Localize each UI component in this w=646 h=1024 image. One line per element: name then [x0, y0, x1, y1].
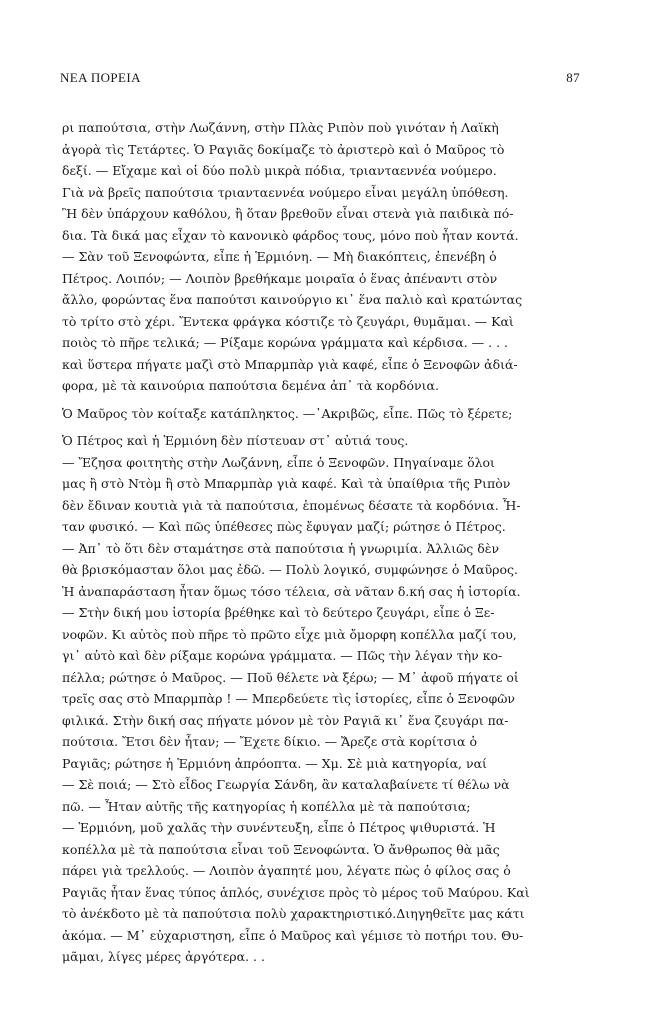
text-line: — Ἑρμιόνη, μοῦ χαλᾶς τὴν συνέντευξη, εἶπε ὁ Πέτρος ψιθυριστά. Ἡ: [62, 820, 496, 835]
text-line: ἄλλο, φορώντας ἕνα παπούτσι καινούργιο κι᾽ ἕνα παλιὸ καὶ κρατώντας: [62, 292, 523, 307]
text-line: καὶ ὕστερα πήγατε μαζὶ στὸ Μπαρμπὰρ γιὰ καφέ, εἶπε ὁ Ξενοφῶν ἀδιά-: [62, 356, 518, 372]
text-line: μᾶμαι, λίγες μέρες ἀργότερα. . .: [62, 949, 265, 964]
text-line: ταν φυσικό. — Καὶ πῶς ὑπέθεσες πὼς ἔφυγαν μαζί; ρώτησε ὁ Πέτρος.: [62, 519, 506, 534]
text-line: Ἢ δὲν ὑπάρχουν καθόλου, ἢ ὅταν βρεθοῦν εἶναι στενὰ γιὰ παιδικὰ πό-: [62, 206, 514, 221]
text-line: — Σὲ ποιά; — Στὸ εἶδος Γεωργία Σάνδη, ἂν καταλαβαίνετε τί θέλω νὰ: [62, 777, 510, 792]
text-line: δια. Τὰ δικά μας εἶχαν τὸ κανονικὸ φάρδος τους, μόνο ποὺ ἦταν κοντά.: [62, 227, 519, 243]
text-line: γι᾽ αὐτὸ καὶ δὲν ρίξαμε κορώνα γράμματα. — Πῶς τὴν λέγαν τὴν κο-: [62, 648, 503, 663]
running-header: [60, 70, 580, 90]
text-line: — Στὴν δική μου ἱστορία βρέθηκε καὶ τὸ δεύτερο ζευγάρι, εἶπε ὁ Ξε-: [62, 605, 495, 620]
text-line: — Σὰν τοῦ Ξενοφώντα, εἶπε ἡ Ἑρμιόνη. — Μὴ διακόπτεις, ἐπενέβη ὁ: [62, 249, 497, 264]
text-line: Ραγιᾶς ἦταν ἕνας τύπος ἁπλός, συνέχισε πρὸς τὸ μέρος τοῦ Μαύρου. Καὶ: [62, 884, 530, 900]
text-line: κοπέλλα μὲ τὰ παπούτσια εἶναι τοῦ Ξενοφώντα. Ὁ ἄνθρωπος θὰ μᾶς: [62, 841, 500, 857]
text-line: ἀκόμα. — Μ᾽ εὐχαριστηση, εἶπε ὁ Μαῦρος καὶ γέμισε τὸ ποτήρι του. Θυ-: [62, 927, 524, 943]
text-line: τὸ τρίτο στὸ χέρι. Ἔντεκα φράγκα κόστιζε τὸ ζευγάρι, θυμᾶμαι. — Καὶ: [62, 313, 514, 329]
text-line: Ἡ ἀναπαράσταση ἦταν ὅμως τόσο τέλεια, σὰ νᾶταν δ.κή σας ἡ ἱστορία.: [62, 583, 521, 599]
text-line: — Ἔζησα φοιτητὴς στὴν Λωζάννη, εἶπε ὁ Ξενοφῶν. Πηγαίναμε ὅλοι: [62, 454, 495, 470]
text-line: πάρει γιὰ τρελλούς. — Λοιπὸν ἀγαπητέ μου, λέγατε πὼς ὁ φίλος σας ὁ: [62, 863, 511, 878]
text-line: δεξί. — Εἴχαμε καὶ οἱ δύο πολὺ μικρὰ πόδια, τριανταεννέα νούμερο.: [62, 163, 497, 178]
text-line: ἀγορὰ τὶς Τετάρτες. Ὁ Ραγιᾶς δοκίμαζε τὸ ἀριστερὸ καὶ ὁ Μαῦρος τὸ: [62, 141, 505, 157]
text-line: πούτσια. Ἔτσι δὲν ἦταν; — Ἔχετε δίκιο. — Ἄρεζε στὰ κορίτσια ὁ: [62, 734, 477, 749]
text-line: ποιὸς τὸ πῆρε τελικά; — Ρίξαμε κορώνα γράμματα καὶ κέρδισα. — . . .: [62, 335, 509, 350]
text-line: νοφῶν. Κι αὐτὸς ποὺ πῆρε τὸ πρῶτο εἶχε μιὰ ὄμορφη κοπέλλα μαζί του,: [62, 626, 517, 642]
text-line: Γιὰ νὰ βρεῖς παπούτσια τριανταεννέα νούμερο εἶναι μεγάλη ὑπόθεση.: [62, 184, 509, 200]
text-line: θὰ βρισκόμασταν ὅλοι μας ἐδῶ. — Πολὺ λογικό, συμφώνησε ὁ Μαῦρος.: [62, 562, 519, 577]
text-line: Πέτρος. Λοιπόν; — Λοιπὸν βρεθήκαμε μοιραῖα ὁ ἕνας ἀπέναντι στὸν: [62, 270, 498, 286]
journal-title: ΝΕΑ ΠΟΡΕΙΑ: [60, 70, 141, 85]
text-line: πέλλα; ρώτησε ὁ Μαῦρος. — Ποῦ θέλετε νὰ ξέρω; — Μ᾽ ἀφοῦ πήγατε οἱ: [62, 669, 519, 685]
text-line: ρι παπούτσια, στὴν Λωζάννη, στὴν Πλὰς Ριπὸν ποὺ γινόταν ἡ Λαϊκὴ: [62, 120, 499, 135]
text-line: — Ἀπ᾽ τὸ ὅτι δὲν σταμάτησε στὰ παπούτσια ἡ γνωριμία. Ἀλλιῶς δὲν: [62, 540, 500, 556]
text-line: Ραγιᾶς; ρώτησε ἡ Ἑρμιόνη ἀπρόοπτα. — Χμ. Σὲ μιὰ κατηγορία, ναί: [62, 755, 487, 771]
text-line: τὸ ἀνέκδοτο μὲ τὰ παπούτσια πολὺ χαρακτηριστικό.Διηγηθεῖτε μας κάτι: [62, 906, 525, 921]
page-number: 87: [566, 70, 580, 85]
text-line: τρεῖς σας στὸ Μπαρμπὰρ ! — Μπερδεύετε τὶς ἱστορίες, εἶπε ὁ Ξενοφῶν: [62, 691, 515, 706]
text-line: δὲν ἔδιναν κουτιὰ γιὰ τὰ παπούτσια, ἑπομένως δέσατε τὰ κορδόνια. Ἦ-: [62, 497, 521, 513]
text-line: φιλικά. Στὴν δική σας πήγατε μόνον μὲ τὸν Ραγιᾶ κι᾽ ἕνα ζευγάρι πα-: [62, 712, 509, 728]
text-line: Ὁ Μαῦρος τὸν κοίταξε κατάπληκτος. —᾽Ακριβῶς, εἶπε. Πῶς τὸ ξέρετε;: [62, 405, 513, 421]
text-line: πῶ. — Ἦταν αὐτῆς τῆς κατηγορίας ἡ κοπέλλα μὲ τὰ παπούτσια;: [62, 798, 471, 814]
text-line: Ὁ Πέτρος καὶ ἡ Ἑρμιόνη δὲν πίστευαν στ᾽ αὐτιά τους.: [62, 433, 409, 448]
body-text: [62, 117, 582, 968]
text-line: φορα, μὲ τὰ καινούρια παπούτσια δεμένα ἀπ᾽ τὰ κορδόνια.: [62, 378, 439, 393]
text-line: μας ἢ στὸ Ντὸμ ἢ στὸ Μπαρμπὰρ γιὰ καφέ. Καὶ τὰ ὑπαίθρια τῆς Ριπὸν: [62, 476, 511, 491]
